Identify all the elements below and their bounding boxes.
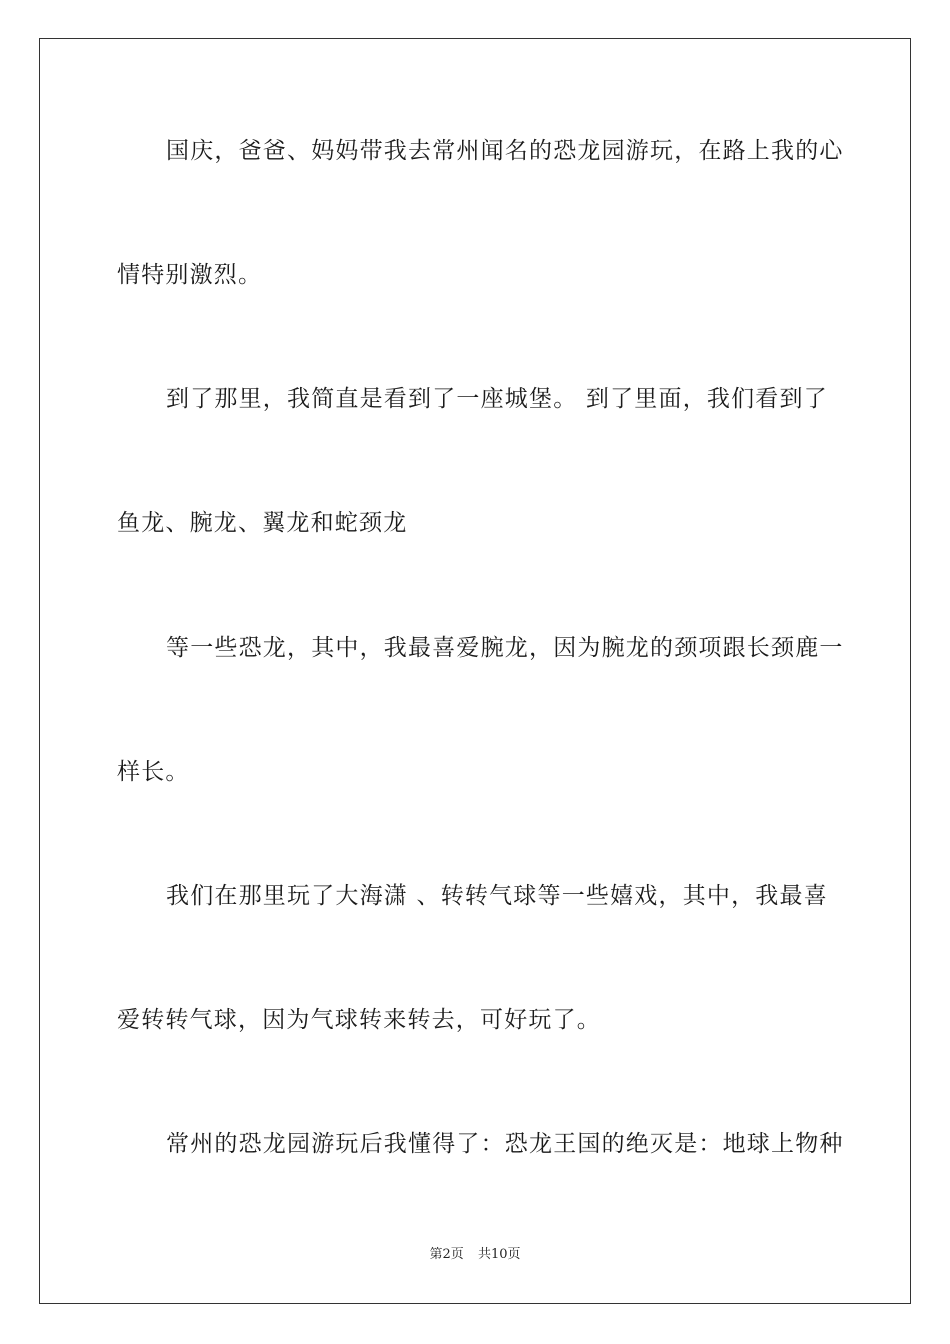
- paragraph-line: 我们在那里玩了大海潇 、转转气球等一些嬉戏，其中，我最喜: [166, 883, 828, 909]
- paragraph-line: 国庆，爸爸、妈妈带我去常州闻名的恐龙园游玩，在路上我的心: [166, 138, 844, 164]
- page-number: 第2页: [429, 1247, 464, 1262]
- paragraph-line: 等一些恐龙，其中，我最喜爱腕龙，因为腕龙的颈项跟长颈鹿一: [166, 635, 844, 661]
- page-footer: [0, 1246, 950, 1264]
- paragraph-line: 样长。: [117, 759, 190, 785]
- paragraph-line: 到了那里，我简直是看到了一座城堡。 到了里面，我们看到了: [166, 386, 828, 412]
- paragraph-line: 常州的恐龙园游玩后我懂得了：恐龙王国的绝灭是：地球上物种: [166, 1131, 844, 1157]
- paragraph-line: 爱转转气球，因为气球转来转去，可好玩了。: [117, 1007, 601, 1033]
- paragraph-line: 情特别激烈。: [117, 262, 263, 288]
- page-total: 共10页: [477, 1247, 521, 1262]
- page-border: [39, 38, 911, 1304]
- paragraph-line: 鱼龙、腕龙、翼龙和蛇颈龙: [117, 510, 408, 536]
